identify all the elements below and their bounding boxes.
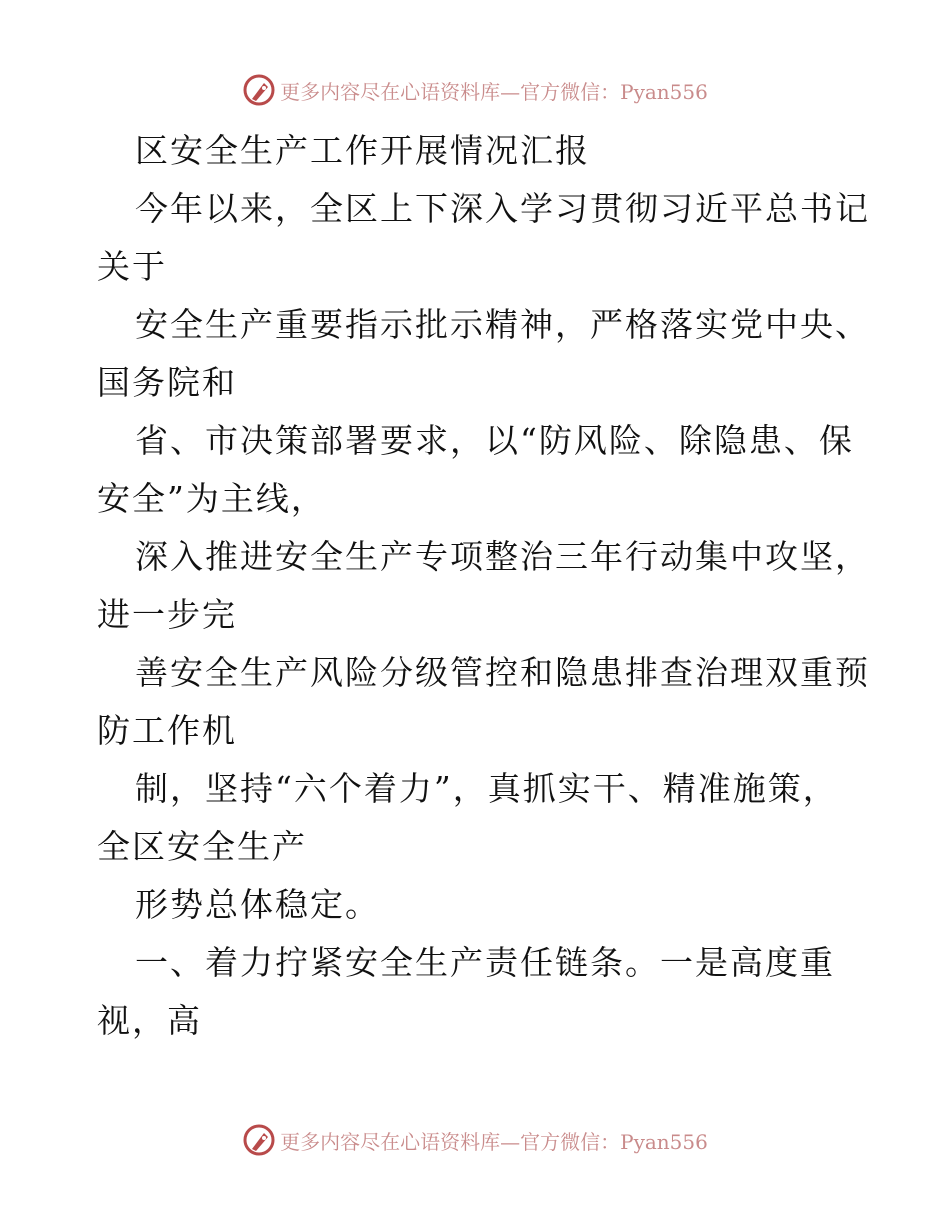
paragraph-line: 关于 (97, 247, 167, 286)
paragraph-line: 国务院和 (97, 363, 237, 402)
paragraph-line: 制，坚持“六个着力”，真抓实干、精准施策， (135, 769, 838, 808)
footer-banner-text: 更多内容尽在心语资料库—官方微信：Pyan556 (280, 1129, 708, 1154)
paragraph-line: 防工作机 (97, 711, 237, 750)
header-banner-text: 更多内容尽在心语资料库—官方微信：Pyan556 (280, 79, 708, 104)
paragraph-line: 视，高 (97, 1001, 202, 1040)
pen-nib-logo-icon (242, 73, 276, 107)
paragraph-line: 形势总体稳定。 (135, 885, 380, 924)
paragraph-line: 全区安全生产 (97, 827, 307, 866)
paragraph-line: 善安全生产风险分级管控和隐患排查治理双重预 (135, 653, 870, 692)
footer-banner (0, 1120, 950, 1160)
paragraph-line: 今年以来，全区上下深入学习贯彻习近平总书记 (135, 189, 870, 228)
paragraph-line: 安全”为主线， (97, 479, 326, 518)
section-heading-line: 一、着力拧紧安全生产责任链条。一是高度重 (135, 943, 835, 982)
document-title: 区安全生产工作开展情况汇报 (135, 131, 590, 170)
paragraph-line: 深入推进安全生产专项整治三年行动集中攻坚， (135, 537, 870, 576)
paragraph-line: 安全生产重要指示批示精神，严格落实党中央、 (135, 305, 870, 344)
document-body (97, 122, 870, 1050)
pen-nib-logo-icon (242, 1123, 276, 1157)
paragraph-line: 进一步完 (97, 595, 237, 634)
paragraph-line: 省、市决策部署要求，以“防风险、除隐患、保 (135, 421, 854, 460)
header-banner (0, 70, 950, 110)
